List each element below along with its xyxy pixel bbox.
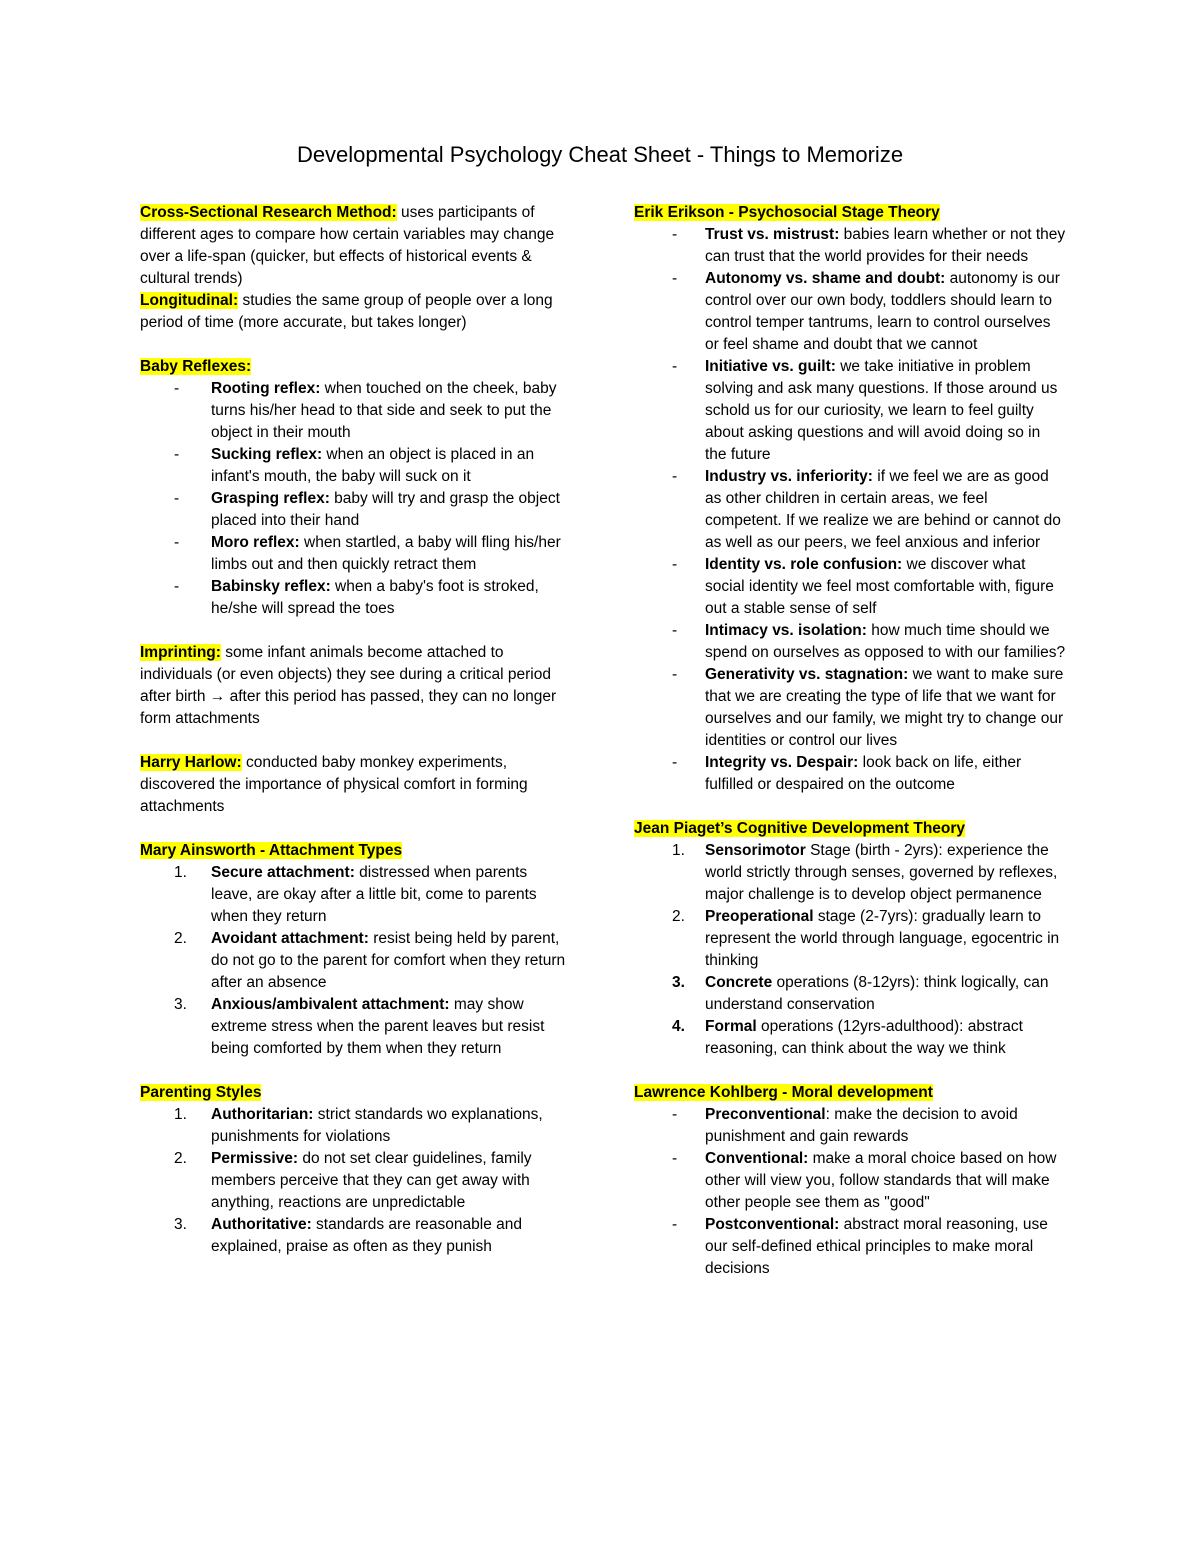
item-text: stage (2-7yrs): gradually learn to represent the world through language, egocentric in thinking [705,908,1060,969]
imprinting-label: Imprinting: [140,644,221,661]
harlow-label: Harry Harlow: [140,754,242,771]
item-text: make a moral choice based on how other will view you, follow standards that will make other people see them as "good" [705,1150,1057,1211]
list-item: 2. Avoidant attachment: resist being held by parent, do not go to the parent for comfort when they return after an absence [174,930,566,991]
attachment-types-list [140,862,570,1060]
item-text: strict standards wo explanations, punishments for violations [211,1106,543,1145]
cross-sectional-definition [140,202,570,290]
kohlberg-heading: Lawrence Kohlberg - Moral development [634,1084,933,1101]
item-term: Rooting reflex: [211,380,321,397]
item-term: Secure attachment: [211,864,355,881]
list-item: - Babinsky reflex: when a baby's foot is stroked, he/she will spread the toes [174,578,539,617]
list-item: - Generativity vs. stagnation: we want to make sure that we are creating the type of life that we want for ourselves and our family, we might try to change our identities or control our lives [672,666,1064,749]
item-text: if we feel we are as good as other children in certain areas, we feel competent. If we realize we are behind or cannot do as well as our peers, we feel anxious and inferior [705,468,1061,551]
item-text: Stage (birth - 2yrs): experience the world strictly through senses, governed by reflexes, major challenge is to develop object permanence [705,842,1058,903]
item-text: may show extreme stress when the parent leaves but resist being comforted by them when they return [211,996,545,1057]
item-text: operations (12yrs-adulthood): abstract reasoning, can think about the way we think [705,1018,1023,1057]
parenting-styles-list [140,1104,570,1258]
item-text: when an object is placed in an infant's mouth, the baby will suck on it [211,446,535,485]
list-item: - Sucking reflex: when an object is placed in an infant's mouth, the baby will suck on it [174,446,535,485]
item-term: Anxious/ambivalent attachment: [211,996,450,1013]
item-term: Authoritarian: [211,1106,314,1123]
list-item: 3. Authoritative: standards are reasonable and explained, praise as often as they punish [174,1216,523,1255]
item-term: Integrity vs. Despair: [705,754,859,771]
erikson-stages-list [634,224,1066,796]
longitudinal-label: Longitudinal: [140,292,239,309]
imprinting-definition [140,642,570,730]
list-item: 2. Preoperational stage (2-7yrs): gradually learn to represent the world through language, egocentric in thinking [672,908,1060,969]
item-term: Authoritative: [211,1216,312,1233]
imprinting-text: some infant animals become attached to individuals (or even objects) they see during a critical period after birth → after this period has passed, they can no longer form attachments [140,644,557,727]
item-text: look back on life, either fulfilled or despaired on the outcome [705,754,1022,793]
cross-sectional-text: uses participants of different ages to compare how certain variables may change over a life-span (quicker, but effects of historical events & cultural trends) [140,204,555,287]
item-term: Moro reflex: [211,534,300,551]
item-term: Permissive: [211,1150,299,1167]
item-term: Preoperational [705,908,814,925]
reflexes-heading: Baby Reflexes: [140,358,252,375]
item-term: Industry vs. inferiority: [705,468,873,485]
list-item: 2. Permissive: do not set clear guidelines, family members perceive that they can get away with anything, reactions are unpredictable [174,1150,532,1211]
list-item: - Moro reflex: when startled, a baby will fling his/her limbs out and then quickly retract them [174,534,561,573]
list-item: 1. Secure attachment: distressed when parents leave, are okay after a little bit, come to parents when they return [174,864,537,925]
item-text: : make the decision to avoid punishment and gain rewards [705,1106,1018,1145]
item-term: Preconventional [705,1106,826,1123]
list-item: - Identity vs. role confusion: we discover what social identity we feel most comfortable with, figure out a stable sense of self [672,556,1054,617]
parenting-heading: Parenting Styles [140,1084,262,1101]
cross-sectional-label: Cross-Sectional Research Method: [140,204,397,221]
item-term: Avoidant attachment: [211,930,369,947]
harlow-text: conducted baby monkey experiments, discovered the importance of physical comfort in forming attachments [140,754,528,815]
item-term: Concrete [705,974,773,991]
piaget-heading: Jean Piaget’s Cognitive Development Theory [634,820,966,837]
item-term: Postconventional: [705,1216,840,1233]
kohlberg-levels-list [634,1104,1066,1280]
list-item: - Rooting reflex: when touched on the cheek, baby turns his/her head to that side and seek to put the object in their mouth [174,380,557,441]
item-text: when touched on the cheek, baby turns his/her head to that side and seek to put the object in their mouth [211,380,557,441]
item-term: Babinsky reflex: [211,578,331,595]
list-item: 1. Authoritarian: strict standards wo explanations, punishments for violations [174,1106,543,1145]
list-item: - Initiative vs. guilt: we take initiative in problem solving and ask many questions. If those around us schold us for our curiosity, we learn to feel guilty about asking questions and will avoid doing so in the future [672,358,1058,463]
list-item: - Conventional: make a moral choice based on how other will view you, follow standards that will make other people see them as "good" [672,1150,1057,1211]
item-text: do not set clear guidelines, family members perceive that they can get away with anything, reactions are unpredictable [211,1150,532,1211]
list-item: - Postconventional: abstract moral reasoning, use our self-defined ethical principles to make moral decisions [672,1216,1048,1277]
list-item: - Grasping reflex: baby will try and grasp the object placed into their hand [174,490,560,529]
item-term: Sensorimotor [705,842,806,859]
item-term: Intimacy vs. isolation: [705,622,867,639]
reflexes-list [140,378,570,620]
item-term: Formal [705,1018,757,1035]
erikson-heading: Erik Erikson - Psychosocial Stage Theory [634,204,940,221]
list-item: 3. Anxious/ambivalent attachment: may show extreme stress when the parent leaves but resist being comforted by them when they return [174,996,545,1057]
page-title: Developmental Psychology Cheat Sheet - Things to Memorize [296,142,904,167]
item-text: when startled, a baby will fling his/her limbs out and then quickly retract them [211,534,561,573]
list-item: - Intimacy vs. isolation: how much time should we spend on ourselves as opposed to with our families? [672,622,1066,661]
item-term: Autonomy vs. shame and doubt: [705,270,946,287]
item-term: Trust vs. mistrust: [705,226,840,243]
list-item: 1. Sensorimotor Stage (birth - 2yrs): experience the world strictly through senses, governed by reflexes, major challenge is to develop object permanence [672,842,1058,903]
item-text: we want to make sure that we are creating the type of life that we want for ourselves and our family, we might try to change our identities or control our lives [705,666,1064,749]
right-column [634,202,1066,1280]
item-text: how much time should we spend on ourselves as opposed to with our families? [705,622,1066,661]
list-item: 4. Formal operations (12yrs-adulthood): abstract reasoning, can think about the way we think [672,1018,1023,1057]
longitudinal-definition [140,290,570,334]
list-item: - Autonomy vs. shame and doubt: autonomy is our control over our own body, toddlers should learn to control temper tantrums, learn to control ourselves or feel shame and doubt that we cannot [672,270,1060,353]
piaget-stages-list [634,840,1066,1060]
item-text: we take initiative in problem solving and ask many questions. If those around us schold us for our curiosity, we learn to feel guilty about asking questions and will avoid doing so in the future [705,358,1058,463]
item-text: distressed when parents leave, are okay after a little bit, come to parents when they return [211,864,537,925]
item-term: Grasping reflex: [211,490,330,507]
list-item: - Trust vs. mistrust: babies learn whether or not they can trust that the world provides for their needs [672,226,1066,265]
item-text: babies learn whether or not they can trust that the world provides for their needs [705,226,1066,265]
item-text: we discover what social identity we feel most comfortable with, figure out a stable sense of self [705,556,1054,617]
list-item: 3. Concrete operations (8-12yrs): think logically, can understand conservation [672,974,1049,1013]
item-term: Conventional: [705,1150,809,1167]
item-text: baby will try and grasp the object placed into their hand [211,490,560,529]
list-item: - Preconventional: make the decision to avoid punishment and gain rewards [672,1106,1018,1145]
item-text: standards are reasonable and explained, praise as often as they punish [211,1216,523,1255]
item-text: abstract moral reasoning, use our self-defined ethical principles to make moral decisions [705,1216,1048,1277]
item-term: Initiative vs. guilt: [705,358,836,375]
ainsworth-heading: Mary Ainsworth - Attachment Types [140,842,403,859]
item-term: Identity vs. role confusion: [705,556,903,573]
item-text: when a baby's foot is stroked, he/she will spread the toes [211,578,539,617]
list-item: - Industry vs. inferiority: if we feel we are as good as other children in certain areas, we feel competent. If we realize we are behind or cannot do as well as our peers, we feel anxious and inferior [672,468,1061,551]
item-term: Sucking reflex: [211,446,323,463]
harlow-definition [140,752,570,818]
left-column [140,202,570,1258]
longitudinal-text: studies the same group of people over a long period of time (more accurate, but takes longer) [140,292,553,331]
list-item: - Integrity vs. Despair: look back on life, either fulfilled or despaired on the outcome [672,754,1022,793]
item-text: resist being held by parent, do not go to the parent for comfort when they return after an absence [211,930,566,991]
item-text: autonomy is our control over our own body, toddlers should learn to control temper tantrums, learn to control ourselves or feel shame and doubt that we cannot [705,270,1060,353]
item-text: operations (8-12yrs): think logically, can understand conservation [705,974,1049,1013]
item-term: Generativity vs. stagnation: [705,666,909,683]
